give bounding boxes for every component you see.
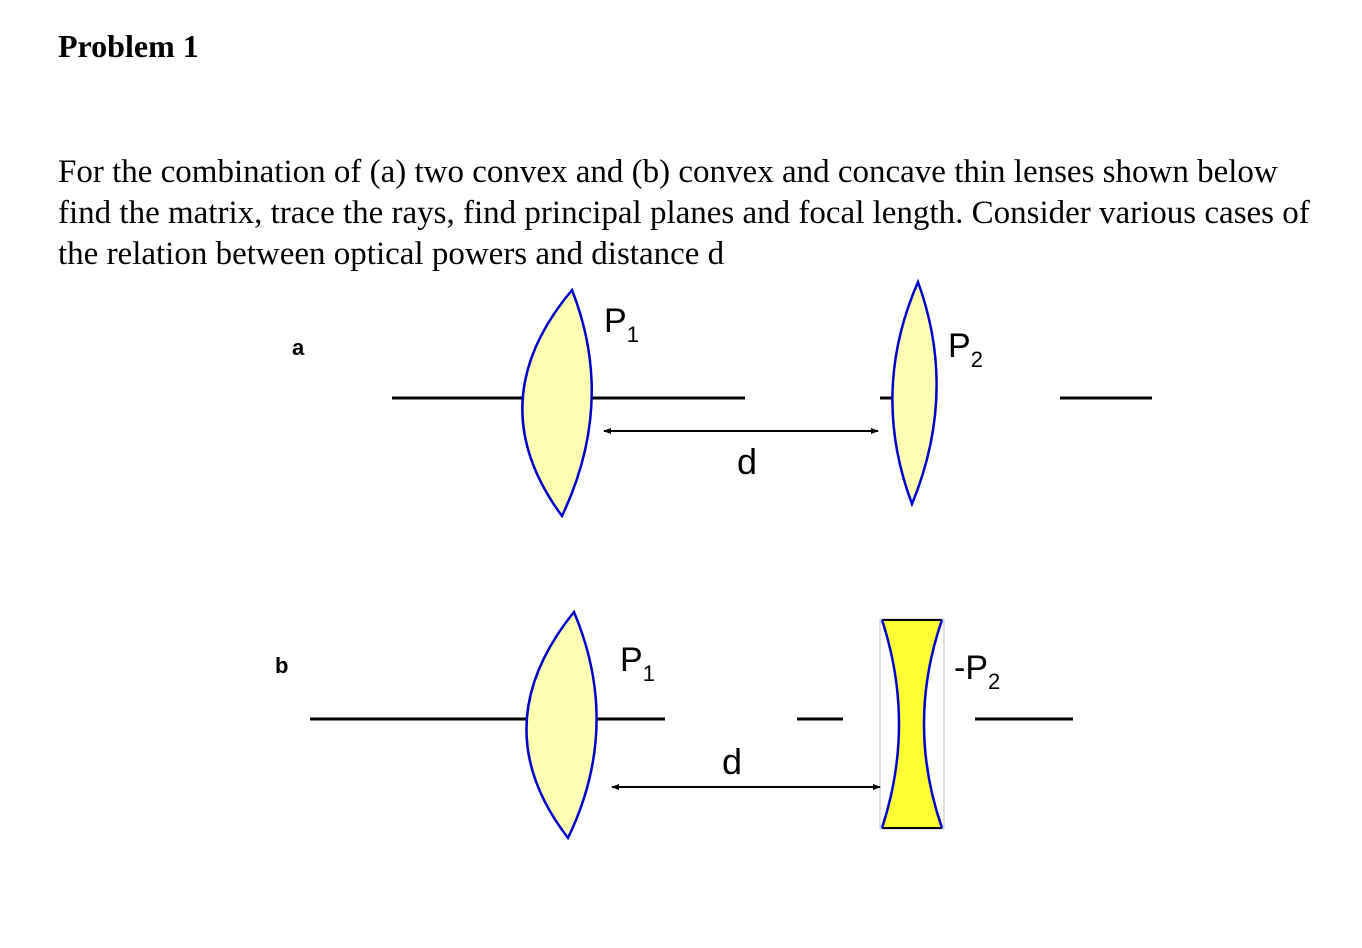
lens-label-p2-b: $-P_2$ <box>954 649 1001 694</box>
problem-statement: For the combination of (a) two convex and (b) convex and concave thin lenses shown below find the matrix, trace the rays, find principal planes and focal length. Consider various cases of the relation between optical powers and distance d <box>58 154 1310 272</box>
distance-label-a: d <box>737 441 758 482</box>
case-label-a: a <box>292 335 305 360</box>
convex-lens-p1-b <box>526 612 596 838</box>
concave-lens-p2-b <box>880 619 944 829</box>
convex-lens-p2-a <box>892 282 936 504</box>
case-label-b: b <box>275 653 289 678</box>
diagram-a <box>292 282 1152 516</box>
convex-lens-p1-a-outline <box>522 290 591 516</box>
lens-label-p1-a: $P_1$ <box>604 302 639 347</box>
lens-label-p1-b: $P_1$ <box>620 641 655 686</box>
distance-label-b: d <box>722 741 743 782</box>
problem-title: Problem 1 <box>58 28 199 64</box>
diagram-b <box>275 612 1073 838</box>
lens-label-p2-a: $P_2$ <box>948 327 983 372</box>
